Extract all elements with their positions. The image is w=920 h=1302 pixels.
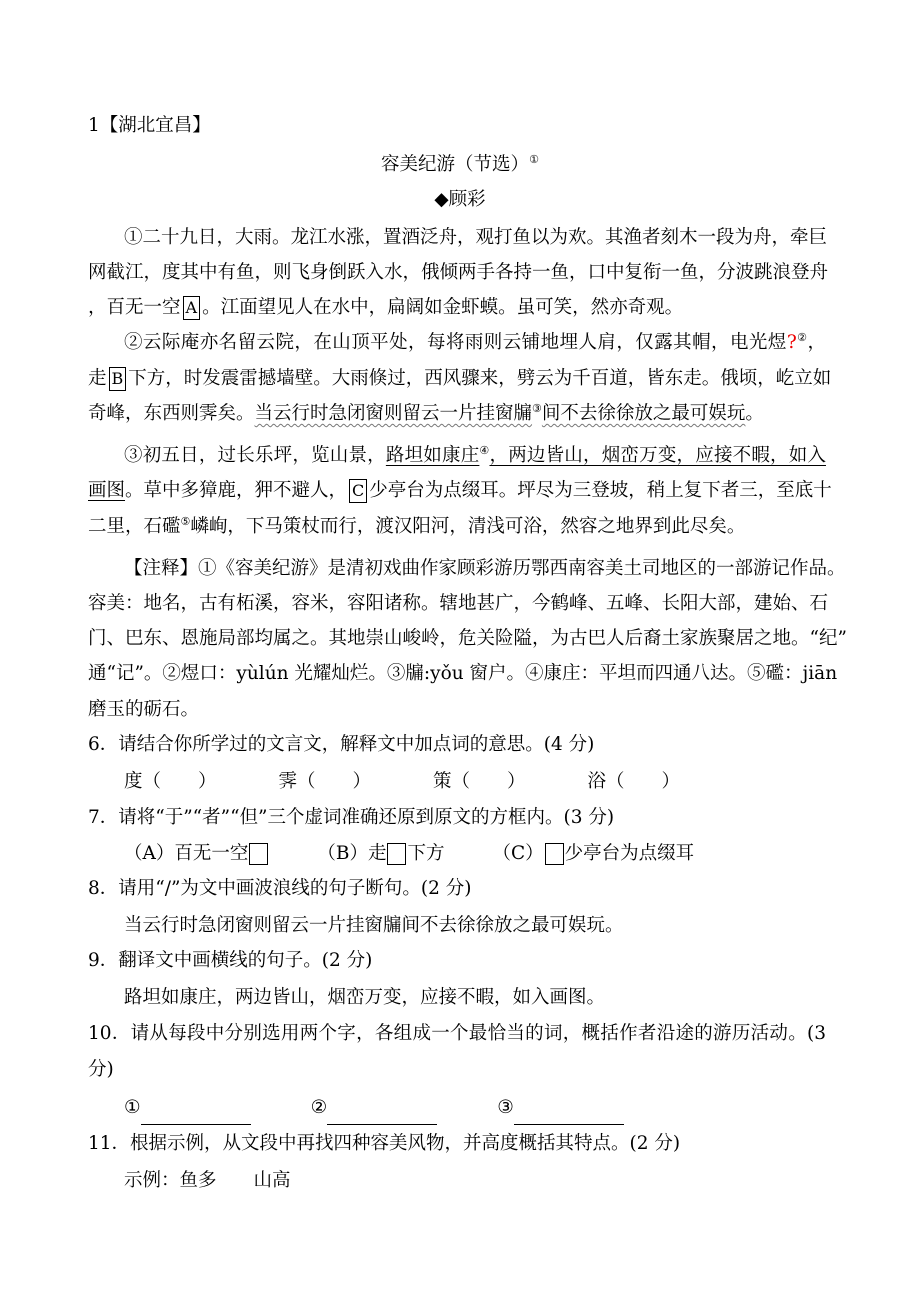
text-segment: 路坦如康庄，两边皆山，烟峦万变，应接不暇，如入画图。 — [124, 987, 606, 1008]
answer-box[interactable] — [387, 843, 406, 865]
text-segment: 二里，石礛 — [88, 516, 181, 537]
answer-box[interactable] — [545, 843, 564, 865]
text-segment: 下方，时发震雷撼墙壁。大雨倏过，西风骤来，劈云为千百道，皆东走。俄顷，屹立如 — [128, 368, 832, 389]
text-segment: 当云行时急闭窗则留云一片挂窗牖间不去徐徐放之最可娱玩。 — [124, 915, 624, 936]
answer-box[interactable] — [249, 843, 268, 865]
author-line: ◆顾彩 — [434, 189, 486, 210]
answer-blank[interactable] — [141, 1102, 251, 1125]
text-segment: ②云际庵亦名留云院，在山顶平处，每将雨则云铺地埋人肩，仅露其帽，电光煜 — [124, 332, 787, 353]
text-segment: 浴（ ） — [587, 771, 681, 792]
underlined-text: 路坦如康庄 — [385, 445, 480, 466]
title-footnote-mark: ① — [529, 152, 539, 166]
text-segment: 少亭台为点缀耳。坪尽为三登坡，稍上复下者三，至底十 — [369, 480, 832, 501]
text-segment: 嶙峋，下马策杖而行，渡汉阳河，清浅可浴，然容之地界到此尽矣。 — [190, 516, 746, 537]
text-segment: 9．翻译文中画横线的句子。(2 分) — [88, 950, 373, 971]
text-line — [88, 255, 829, 290]
text-line — [88, 621, 847, 656]
text-segment: 少亭台为点缀耳 — [564, 843, 695, 864]
text-line — [88, 1126, 826, 1161]
text-segment: 磨玉的砺石。 — [88, 699, 200, 720]
text-line — [88, 361, 832, 396]
text-line — [88, 692, 826, 727]
text-line — [88, 473, 832, 508]
wavy-underlined-text: 间不去徐徐放之最可娱玩 — [541, 403, 746, 424]
text-segment: 通“记”。②煜口：yùlún 光耀灿烂。③牖:yǒu 窗户。④康庄：平坦而四通八达。⑤礛：jiān — [88, 663, 838, 684]
answer-box-label: B — [109, 367, 127, 391]
text-line — [88, 943, 826, 978]
text-line — [124, 325, 826, 360]
footnote-mark: ② — [796, 330, 808, 344]
text-segment: 10．请从每段中分别选用两个字，各组成一个最恰当的词，概括作者沿途的游历活动。(3 — [88, 1023, 826, 1044]
wavy-underlined-text: 当云行时急闭窗则留云一片挂窗牖 — [254, 403, 533, 424]
article-title — [0, 147, 920, 182]
text-segment: 网截江，度其中有鱼，则飞身倒跃入水，俄倾两手各持一鱼，口中复衔一鱼，分波跳浪登舟 — [88, 262, 829, 283]
text-segment: 奇峰，东西则霁矣。 — [88, 403, 255, 424]
text-line — [124, 836, 826, 871]
answer-blank[interactable] — [514, 1102, 624, 1125]
text-segment: （B）走 — [317, 843, 387, 864]
text-line — [88, 1016, 826, 1051]
text-line — [88, 800, 826, 835]
text-segment: ，百无一空 — [88, 297, 181, 318]
answer-box-label: A — [183, 296, 201, 320]
footnote-mark: ③ — [532, 401, 542, 415]
text-segment: 下方 — [407, 843, 445, 864]
text-segment: 【注释】①《容美纪游》是清初戏曲作家顾彩游历鄂西南容美土司地区的一部游记作品。 — [124, 558, 846, 579]
footnote-mark: ⑤ — [180, 514, 191, 528]
text-line — [124, 908, 826, 943]
text-segment: 。 — [745, 403, 764, 424]
text-line — [124, 220, 826, 255]
text-segment: 。草中多獐鹿，狎不避人， — [125, 480, 348, 501]
text-segment: 度（ ） — [124, 771, 217, 792]
text-segment: ① — [124, 1097, 141, 1118]
text-line — [124, 764, 826, 799]
text-segment: （A）百无一空 — [124, 843, 249, 864]
text-segment: 8．请用“/”为文中画波浪线的句子断句。(2 分) — [88, 878, 472, 899]
text-segment: 走 — [88, 368, 107, 389]
text-line — [88, 586, 829, 621]
underlined-text: ，两边皆山，烟峦万变，应接不暇，如入 — [489, 445, 826, 466]
answer-box-label: C — [349, 479, 367, 503]
text-segment: ， — [807, 332, 826, 353]
title-text: 容美纪游（节选） — [381, 154, 530, 175]
text-segment: 示例：鱼多 山高 — [124, 1170, 291, 1191]
text-line — [124, 438, 826, 473]
text-segment: ③ — [497, 1097, 514, 1118]
text-segment: ③初五日，过长乐坪，览山景， — [124, 445, 386, 466]
text-segment: 7．请将“于”“者”“但”三个虚词准确还原到原文的方框内。(3 分) — [88, 807, 615, 828]
source-header: 1【湖北宜昌】 — [88, 115, 211, 136]
answer-blank[interactable] — [327, 1102, 437, 1125]
text-line — [124, 980, 826, 1015]
text-segment: 门、巴东、恩施局部均属之。其地崇山峻岭，危关险隘，为古巴人后裔土家族聚居之地。“纪” — [88, 628, 847, 649]
text-segment: （C） — [492, 843, 544, 864]
text-line — [88, 509, 826, 544]
footnote-mark: ④ — [479, 443, 490, 457]
text-segment: ①二十九日，大雨。龙江水涨，置酒泛舟，观打鱼以为欢。其渔者刻木一段为舟，牵巨 — [124, 227, 828, 248]
text-segment: 霁（ ） — [278, 771, 372, 792]
text-line — [88, 1052, 826, 1087]
text-segment: ② — [310, 1097, 328, 1118]
text-line — [88, 656, 838, 691]
text-segment: 11．根据示例，从文段中再找四种容美风物，并高度概括其特点。(2 分) — [88, 1133, 681, 1154]
text-segment: 容美：地名，古有柘溪，容米，容阳诸称。辖地甚广，今鹤峰、五峰、长阳大部，建始、石 — [88, 593, 829, 614]
unknown-char: ? — [786, 332, 797, 353]
text-line — [124, 1090, 826, 1125]
text-line — [88, 727, 826, 762]
text-line — [124, 551, 846, 586]
text-line — [88, 396, 826, 431]
text-line — [88, 871, 826, 906]
text-segment: 。江面望见人在水中，扁阔如金虾蟆。虽可笑，然亦奇观。 — [202, 297, 684, 318]
text-segment: 策（ ） — [433, 771, 526, 792]
underlined-text: 画图 — [88, 480, 126, 501]
text-segment: 分) — [88, 1059, 114, 1080]
text-line — [88, 290, 826, 325]
text-segment: 6．请结合你所学过的文言文，解释文中加点词的意思。(4 分) — [88, 734, 595, 755]
text-line — [124, 1163, 826, 1198]
